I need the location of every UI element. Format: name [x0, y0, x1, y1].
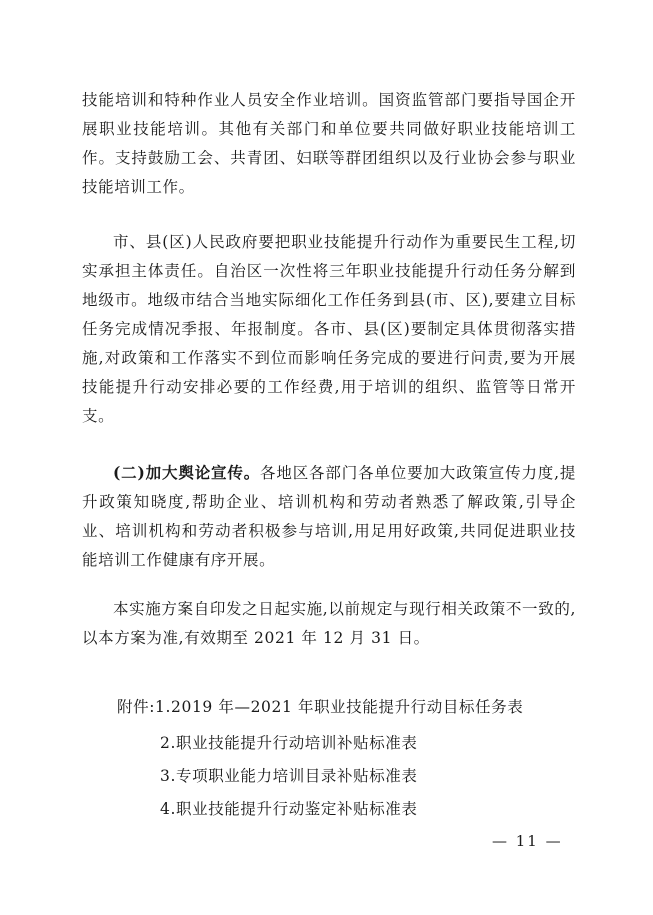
annex-item-2: 2.职业技能提升行动培训补贴标准表 — [160, 734, 418, 752]
paragraph-publicity-body: 各地区各部门各单位要加大政策宣传力度,提升政策知晓度,帮助企业、培训机构和劳动者熟悉了解政策,引导企业、培训机构和劳动者积极参与培训,用足用好政策,共同促进职业技能培训工作健康有序开展。 — [82, 464, 576, 569]
paragraph-continuation: 技能培训和特种作业人员安全作业培训。国资监管部门要指导国企开展职业技能培训。其他有关部门和单位要共同做好职业技能培训工作。支持鼓励工会、共青团、妇联等群团组织以及行业协会参与职业技能培训工作。 — [82, 91, 576, 196]
page-number: — 11 — — [492, 832, 563, 850]
section-heading-publicity: (二)加大舆论宣传。 — [113, 463, 261, 482]
annex-item-4: 4.职业技能提升行动鉴定补贴标准表 — [160, 800, 418, 818]
paragraph-effective-date: 本实施方案自印发之日起实施,以前规定与现行相关政策不一致的,以本方案为准,有效期至 2021 年 12 月 31 日。 — [82, 600, 576, 647]
paragraph-government-responsibility: 市、县(区)人民政府要把职业技能提升行动作为重要民生工程,切实承担主体责任。自治区一次性将三年职业技能提升行动任务分解到地级市。地级市结合当地实际细化工作任务到县(市、区),要建立目标任务完成情况季报、年报制度。各市、县(区)要制定具体贯彻落实措施,对政策和工作落实不到位而影响任务完成的要进行问责,要为开展技能提升行动安排必要的工作经费,用于培训的组织、监管等日常开支。 — [82, 233, 576, 425]
annex-label: 附件: — [117, 698, 156, 716]
annex-item-1-text: 1.2019 年—2021 年职业技能提升行动目标任务表 — [155, 698, 524, 716]
annex-item-1 — [117, 696, 523, 718]
annex-item-3: 3.专项职业能力培训目录补贴标准表 — [160, 767, 418, 785]
paragraph-publicity — [82, 458, 576, 575]
